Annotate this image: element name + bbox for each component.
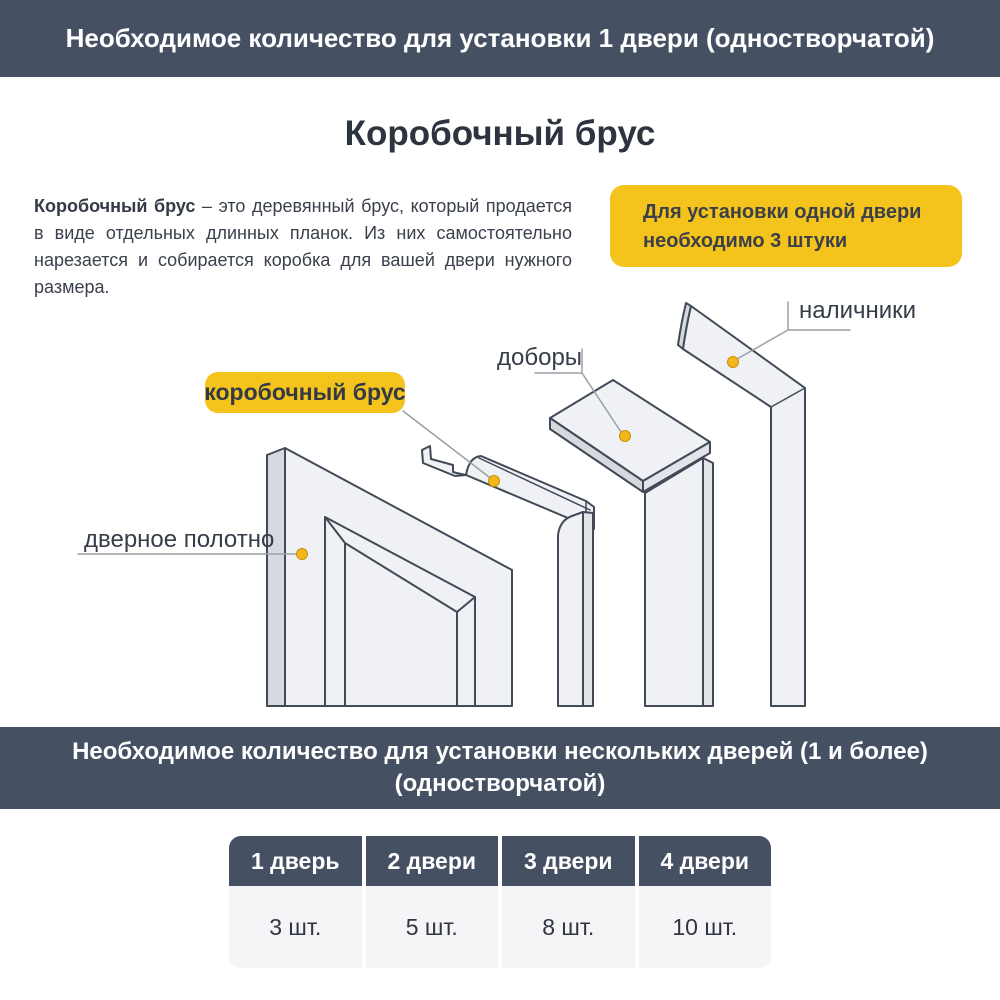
door-leaf-drawing [267,448,512,706]
frame-bar-label: коробочный брус [205,372,405,413]
extensions-label: доборы [497,344,583,371]
intro-term: Коробочный брус [34,196,196,216]
table-header-3-doors: 3 двери [502,836,635,886]
table-value-4-doors: 10 шт. [639,886,772,968]
info-badge-line1: Для установки одной двери [643,201,922,223]
info-badge [610,185,962,267]
extension-leg-drawing [645,458,713,706]
top-section-bar [0,0,1000,77]
door-leaf-label: дверное полотно [84,526,275,553]
intro-text: – это деревянный брус, который продается в виде отдельных длинных планок. Из них самостоятельно нарезается и собирается коробка для вашей двери нужного размера. [34,196,572,297]
multi-door-title-line2: (одностворчатой) [394,770,606,797]
info-badge-line2: необходимо 3 штуки [643,230,848,252]
frame-jamb-drawing [558,512,593,706]
extension-marker-dot [620,431,631,442]
table-value-3-doors: 8 шт. [502,886,635,968]
frame-bar-marker-dot [489,476,500,487]
casing-marker-dot [728,357,739,368]
quantity-table [229,836,771,968]
table-value-1-door: 3 шт. [229,886,362,968]
door-leaf-marker-dot [297,549,308,560]
page-title: Коробочный брус [344,114,656,153]
table-header-2-doors: 2 двери [366,836,499,886]
multi-door-section-bar [0,727,1000,809]
table-value-2-doors: 5 шт. [366,886,499,968]
top-section-title: Необходимое количество для установки 1 двери (одностворчатой) [65,23,935,53]
multi-door-title-line1: Необходимое количество для установки нескольких дверей (1 и более) [72,738,928,765]
table-header-4-doors: 4 двери [639,836,772,886]
casings-label: наличники [799,297,917,324]
table-header-1-door: 1 дверь [229,836,362,886]
